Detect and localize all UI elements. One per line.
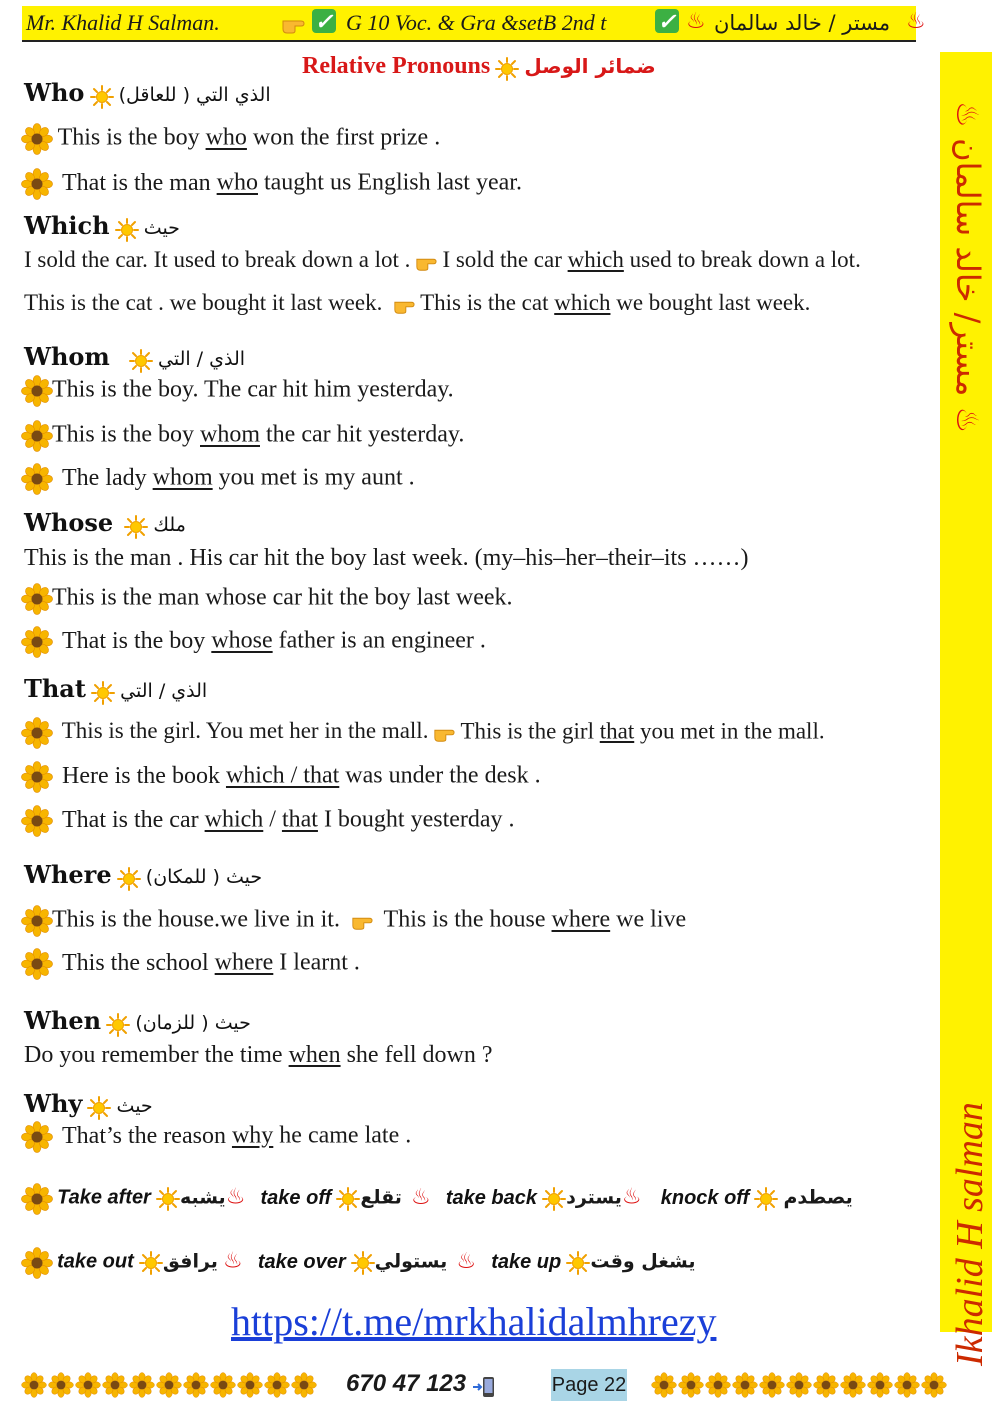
section-heading-which: Which حيث	[24, 211, 180, 240]
check-mark-icon: ✓	[312, 9, 336, 33]
section-heading-whose: Whose ملك	[24, 508, 186, 537]
sun-icon	[336, 1187, 360, 1211]
sun-icon	[129, 349, 153, 373]
example-line: That’s the reason why he came late .	[22, 1122, 411, 1152]
section-heading-where: Where حيث ( للمكان)	[24, 860, 263, 889]
example-line: This is the house.we live in it. This is the house where we live	[22, 906, 686, 936]
side-english-name: Ikhalid H salman	[949, 1102, 991, 1366]
sun-icon	[542, 1187, 566, 1211]
hot-springs-icon: ♨	[411, 1184, 431, 1210]
sunflower-icon	[22, 718, 52, 748]
check-mark-icon: ✓	[655, 9, 679, 33]
hot-springs-icon: ♨	[223, 1248, 243, 1274]
sunflower-row	[652, 1373, 949, 1401]
section-heading-when: When حيث ( للزمان)	[24, 1006, 251, 1035]
sunflower-icon	[184, 1373, 208, 1397]
header-author: Mr. Khalid H Salman.	[26, 10, 220, 35]
pointing-hand-icon	[388, 294, 420, 316]
hot-springs-icon: ♨	[456, 1248, 477, 1274]
sun-icon	[91, 681, 115, 705]
hot-springs-icon: ♨	[225, 1184, 246, 1210]
sunflower-icon	[787, 1373, 811, 1397]
sunflower-icon	[22, 124, 52, 154]
sun-icon	[124, 515, 148, 539]
sunflower-icon	[22, 376, 52, 406]
pointing-hand-icon	[428, 722, 460, 744]
phrasal-verbs-row: take out يرافق ♨ take over يستولي ♨ take up يشغل وقت	[22, 1248, 695, 1278]
example-line: This is the man . His car hit the boy last week. (my–his–her–their–its ……)	[24, 545, 749, 571]
sunflower-icon	[868, 1373, 892, 1397]
hot-springs-icon: ♨	[906, 8, 926, 33]
sunflower-icon	[265, 1373, 289, 1397]
example-line: That is the boy whose father is an engineer .	[22, 627, 486, 657]
sunflower-icon	[157, 1373, 181, 1397]
phone-icon	[471, 1374, 497, 1400]
sun-icon	[115, 218, 139, 242]
sun-icon	[566, 1251, 590, 1275]
hot-springs-icon: ♨	[621, 1184, 642, 1210]
sunflower-icon	[22, 949, 52, 979]
sunflower-icon	[22, 762, 52, 792]
sunflower-icon	[22, 1122, 52, 1152]
sunflower-icon	[814, 1373, 838, 1397]
example-line: That is the man who taught us English last year.	[22, 169, 522, 199]
sunflower-icon	[679, 1373, 703, 1397]
section-heading-who: Who الذي التي ( للعاقل)	[24, 78, 271, 107]
sunflower-icon	[922, 1373, 946, 1397]
example-line: This is the man whose car hit the boy last week.	[22, 584, 513, 614]
sunflower-icon	[733, 1373, 757, 1397]
sunflower-icon	[22, 627, 52, 657]
page-title: Relative Pronouns ضمائر الوصل	[302, 53, 656, 79]
sun-icon	[754, 1187, 778, 1211]
sunflower-icon	[706, 1373, 730, 1397]
sun-icon	[156, 1187, 180, 1211]
side-banner	[940, 52, 992, 1366]
sunflower-icon	[292, 1373, 316, 1397]
sunflower-icon	[22, 421, 52, 451]
ok-hand-icon	[278, 12, 308, 36]
example-line: That is the car which / that I bought yesterday .	[22, 806, 515, 836]
sun-icon	[495, 57, 519, 81]
sunflower-icon	[238, 1373, 262, 1397]
example-line: I sold the car. It used to break down a lot . I sold the car which used to break down a lot.	[24, 247, 861, 272]
sun-icon	[87, 1096, 111, 1120]
sunflower-icon	[211, 1373, 235, 1397]
example-line: This is the cat . we bought it last week. This is the cat which we bought last week.	[24, 290, 811, 315]
sunflower-icon	[895, 1373, 919, 1397]
sun-icon	[351, 1251, 375, 1275]
sunflower-icon	[760, 1373, 784, 1397]
section-heading-that: That الذي / التي	[24, 674, 208, 703]
sunflower-icon	[22, 1184, 52, 1214]
example-line: Here is the book which / that was under the desk .	[22, 762, 541, 792]
sun-icon	[139, 1251, 163, 1275]
section-heading-whom: Whom الذي / التي	[24, 342, 246, 371]
sunflower-icon	[103, 1373, 127, 1397]
example-line: This is the boy. The car hit him yesterday.	[22, 376, 454, 406]
sunflower-icon	[22, 169, 52, 199]
header-course: G 10 Voc. & Gra &setB 2nd t	[346, 10, 607, 35]
sunflower-icon	[22, 584, 52, 614]
sunflower-icon	[22, 906, 52, 936]
example-line: Do you remember the time when she fell down ?	[24, 1042, 493, 1068]
pointing-hand-icon	[410, 251, 442, 273]
header-arabic-name: مستر / خالد سالمان	[714, 11, 891, 35]
example-line: This the school where I learnt .	[22, 949, 360, 979]
sunflower-icon	[49, 1373, 73, 1397]
example-line: The lady whom you met is my aunt .	[22, 464, 415, 494]
sunflower-icon	[22, 1373, 46, 1397]
sun-icon	[117, 867, 141, 891]
sun-icon	[106, 1013, 130, 1037]
example-line: This is the boy whom the car hit yesterday.	[22, 421, 464, 451]
sunflower-icon	[22, 464, 52, 494]
sunflower-icon	[76, 1373, 100, 1397]
example-line: This is the boy who won the first prize .	[22, 124, 440, 154]
side-arabic-name: ♨ مستر/ خالد سالمان ♨	[949, 101, 987, 434]
phrasal-verbs-row: Take after يشبه♨ take off تقلع ♨ take back يسترد♨ knock off يصطدم	[22, 1184, 853, 1214]
telegram-link[interactable]: https://t.me/mrkhalidalmhrezy	[231, 1299, 717, 1344]
page-header	[22, 6, 926, 42]
pointing-hand-icon	[346, 910, 378, 932]
sunflower-icon	[841, 1373, 865, 1397]
sunflower-icon	[130, 1373, 154, 1397]
sunflower-row	[22, 1373, 319, 1401]
page-number: Page 22	[551, 1369, 627, 1401]
sunflower-icon	[22, 1248, 52, 1278]
section-heading-why: Why حيث	[24, 1089, 153, 1118]
example-line: This is the girl. You met her in the mall. This is the girl that you met in the mall.	[22, 718, 825, 748]
sunflower-icon	[652, 1373, 676, 1397]
sunflower-icon	[22, 806, 52, 836]
hot-springs-icon: ♨	[686, 8, 706, 33]
phone-number: 670 47 123	[346, 1370, 497, 1400]
sun-icon	[90, 85, 114, 109]
